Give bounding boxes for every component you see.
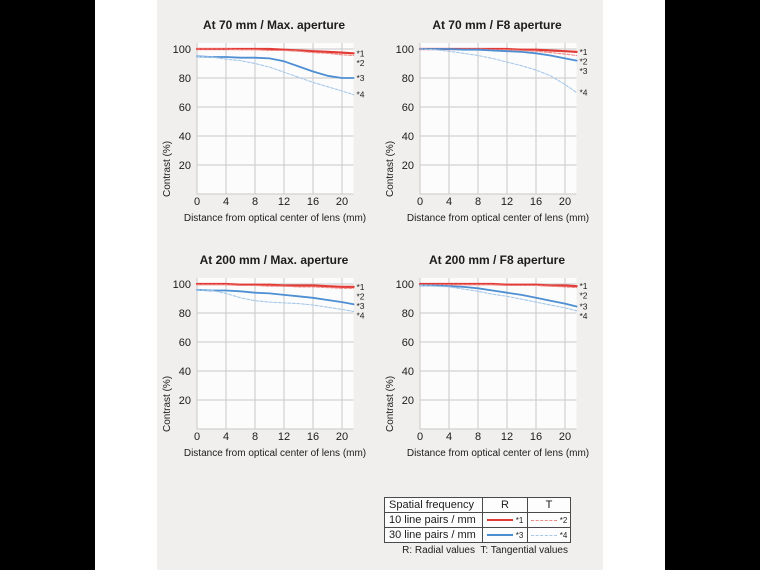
x-tick-label: 12	[500, 196, 514, 208]
series-tag: *1	[515, 515, 524, 525]
series-end-label: *2	[356, 291, 365, 302]
legend-label-10lp: 10 line pairs / mm	[385, 513, 483, 528]
y-tick-label: 80	[178, 73, 191, 85]
y-tick-label: 20	[401, 160, 414, 172]
right-white-gutter	[603, 0, 665, 570]
x-axis-title: Distance from optical center of lens (mm)	[406, 213, 590, 224]
y-tick-label: 80	[401, 308, 414, 320]
legend-header-radial: R	[483, 498, 528, 513]
x-tick-label: 20	[335, 196, 349, 208]
series-end-label: *4	[356, 310, 365, 321]
x-tick-label: 0	[416, 431, 424, 443]
mtf-chart-panel	[157, 0, 603, 570]
y-tick-label: 40	[178, 131, 191, 143]
y-tick-label: 80	[178, 308, 191, 320]
plot-area	[420, 43, 577, 194]
chart-title: At 70 mm / F8 aperture	[432, 18, 562, 32]
chart-title: At 200 mm / Max. aperture	[199, 253, 349, 267]
x-tick-label: 4	[445, 431, 453, 443]
series-tag: *4	[559, 530, 568, 540]
series-end-label: *1	[356, 281, 365, 292]
line-sample-dashed-blue	[531, 535, 557, 536]
series-end-label: *4	[579, 310, 588, 321]
x-tick-label: 12	[500, 431, 514, 443]
y-tick-label: 60	[401, 337, 414, 349]
x-tick-label: 16	[529, 431, 543, 443]
y-tick-label: 60	[178, 337, 191, 349]
x-tick-label: 20	[335, 431, 349, 443]
mtf-chart-200mm-f8-aperture	[380, 235, 603, 467]
x-tick-label: 8	[251, 196, 259, 208]
x-tick-label: 0	[416, 196, 424, 208]
y-axis-title: Contrast (%)	[385, 140, 396, 197]
y-tick-label: 60	[401, 102, 414, 114]
y-axis-title: Contrast (%)	[162, 140, 173, 197]
x-axis-title: Distance from optical center of lens (mm)	[406, 448, 590, 459]
x-tick-label: 0	[193, 196, 201, 208]
line-sample-solid-red	[487, 519, 513, 521]
series-end-label: *2	[579, 56, 588, 67]
y-tick-label: 20	[178, 395, 191, 407]
y-axis-title: Contrast (%)	[162, 375, 173, 432]
x-tick-label: 16	[529, 196, 543, 208]
x-tick-label: 16	[306, 196, 320, 208]
x-tick-label: 0	[193, 431, 201, 443]
series-end-label: *1	[579, 46, 588, 57]
x-tick-label: 16	[306, 431, 320, 443]
legend-header-spatial-frequency: Spatial frequency	[385, 498, 483, 513]
y-tick-label: 100	[172, 279, 191, 291]
y-tick-label: 40	[401, 366, 414, 378]
x-tick-label: 8	[474, 431, 482, 443]
x-tick-label: 12	[277, 196, 291, 208]
y-tick-label: 20	[178, 160, 191, 172]
y-tick-label: 100	[172, 44, 191, 56]
left-black-bar	[0, 0, 95, 570]
line-sample-dashed-red	[531, 520, 557, 521]
y-tick-label: 20	[401, 395, 414, 407]
x-axis-title: Distance from optical center of lens (mm)	[183, 213, 367, 224]
series-end-label: *2	[356, 57, 365, 68]
x-tick-label: 20	[558, 431, 572, 443]
series-end-label: *1	[579, 281, 588, 292]
chart-title: At 70 mm / Max. aperture	[202, 18, 346, 32]
legend-header-row	[385, 498, 571, 513]
series-end-label: *3	[579, 65, 588, 76]
series-end-label: *4	[579, 87, 588, 98]
legend-row-30lp	[385, 528, 571, 543]
x-tick-label: 8	[251, 431, 259, 443]
legend-label-30lp: 30 line pairs / mm	[385, 528, 483, 543]
series-end-label: *4	[356, 89, 365, 100]
series-end-label: *3	[579, 301, 588, 312]
series-end-label: *3	[356, 73, 365, 83]
y-tick-label: 60	[178, 102, 191, 114]
mtf-chart-70mm-max-aperture	[157, 0, 380, 232]
legend-header-tangential: T	[528, 498, 571, 513]
series-end-label: *2	[579, 290, 588, 301]
series-end-label: *1	[356, 48, 365, 59]
x-tick-label: 4	[222, 431, 230, 443]
y-tick-label: 80	[401, 73, 414, 85]
spatial-frequency-legend-table	[384, 497, 571, 543]
mtf-chart-70mm-f8-aperture	[380, 0, 603, 232]
x-tick-label: 20	[558, 196, 572, 208]
x-tick-label: 4	[445, 196, 453, 208]
chart-title: At 200 mm / F8 aperture	[428, 253, 566, 267]
line-sample-solid-blue	[487, 534, 513, 536]
series-tag: *3	[515, 530, 524, 540]
y-tick-label: 40	[178, 366, 191, 378]
x-axis-title: Distance from optical center of lens (mm)	[183, 448, 367, 459]
y-tick-label: 100	[395, 44, 414, 56]
x-tick-label: 8	[474, 196, 482, 208]
y-tick-label: 100	[395, 279, 414, 291]
plot-area	[197, 43, 354, 194]
x-tick-label: 12	[277, 431, 291, 443]
left-white-gutter	[95, 0, 157, 570]
right-black-bar	[665, 0, 760, 570]
legend-footnote: R: Radial values T: Tangential values	[402, 545, 568, 556]
series-tag: *2	[559, 515, 568, 525]
mtf-chart-200mm-max-aperture	[157, 235, 380, 467]
y-axis-title: Contrast (%)	[385, 375, 396, 432]
series-end-label: *3	[356, 300, 365, 311]
y-tick-label: 40	[401, 131, 414, 143]
legend-row-10lp	[385, 513, 571, 528]
x-tick-label: 4	[222, 196, 230, 208]
